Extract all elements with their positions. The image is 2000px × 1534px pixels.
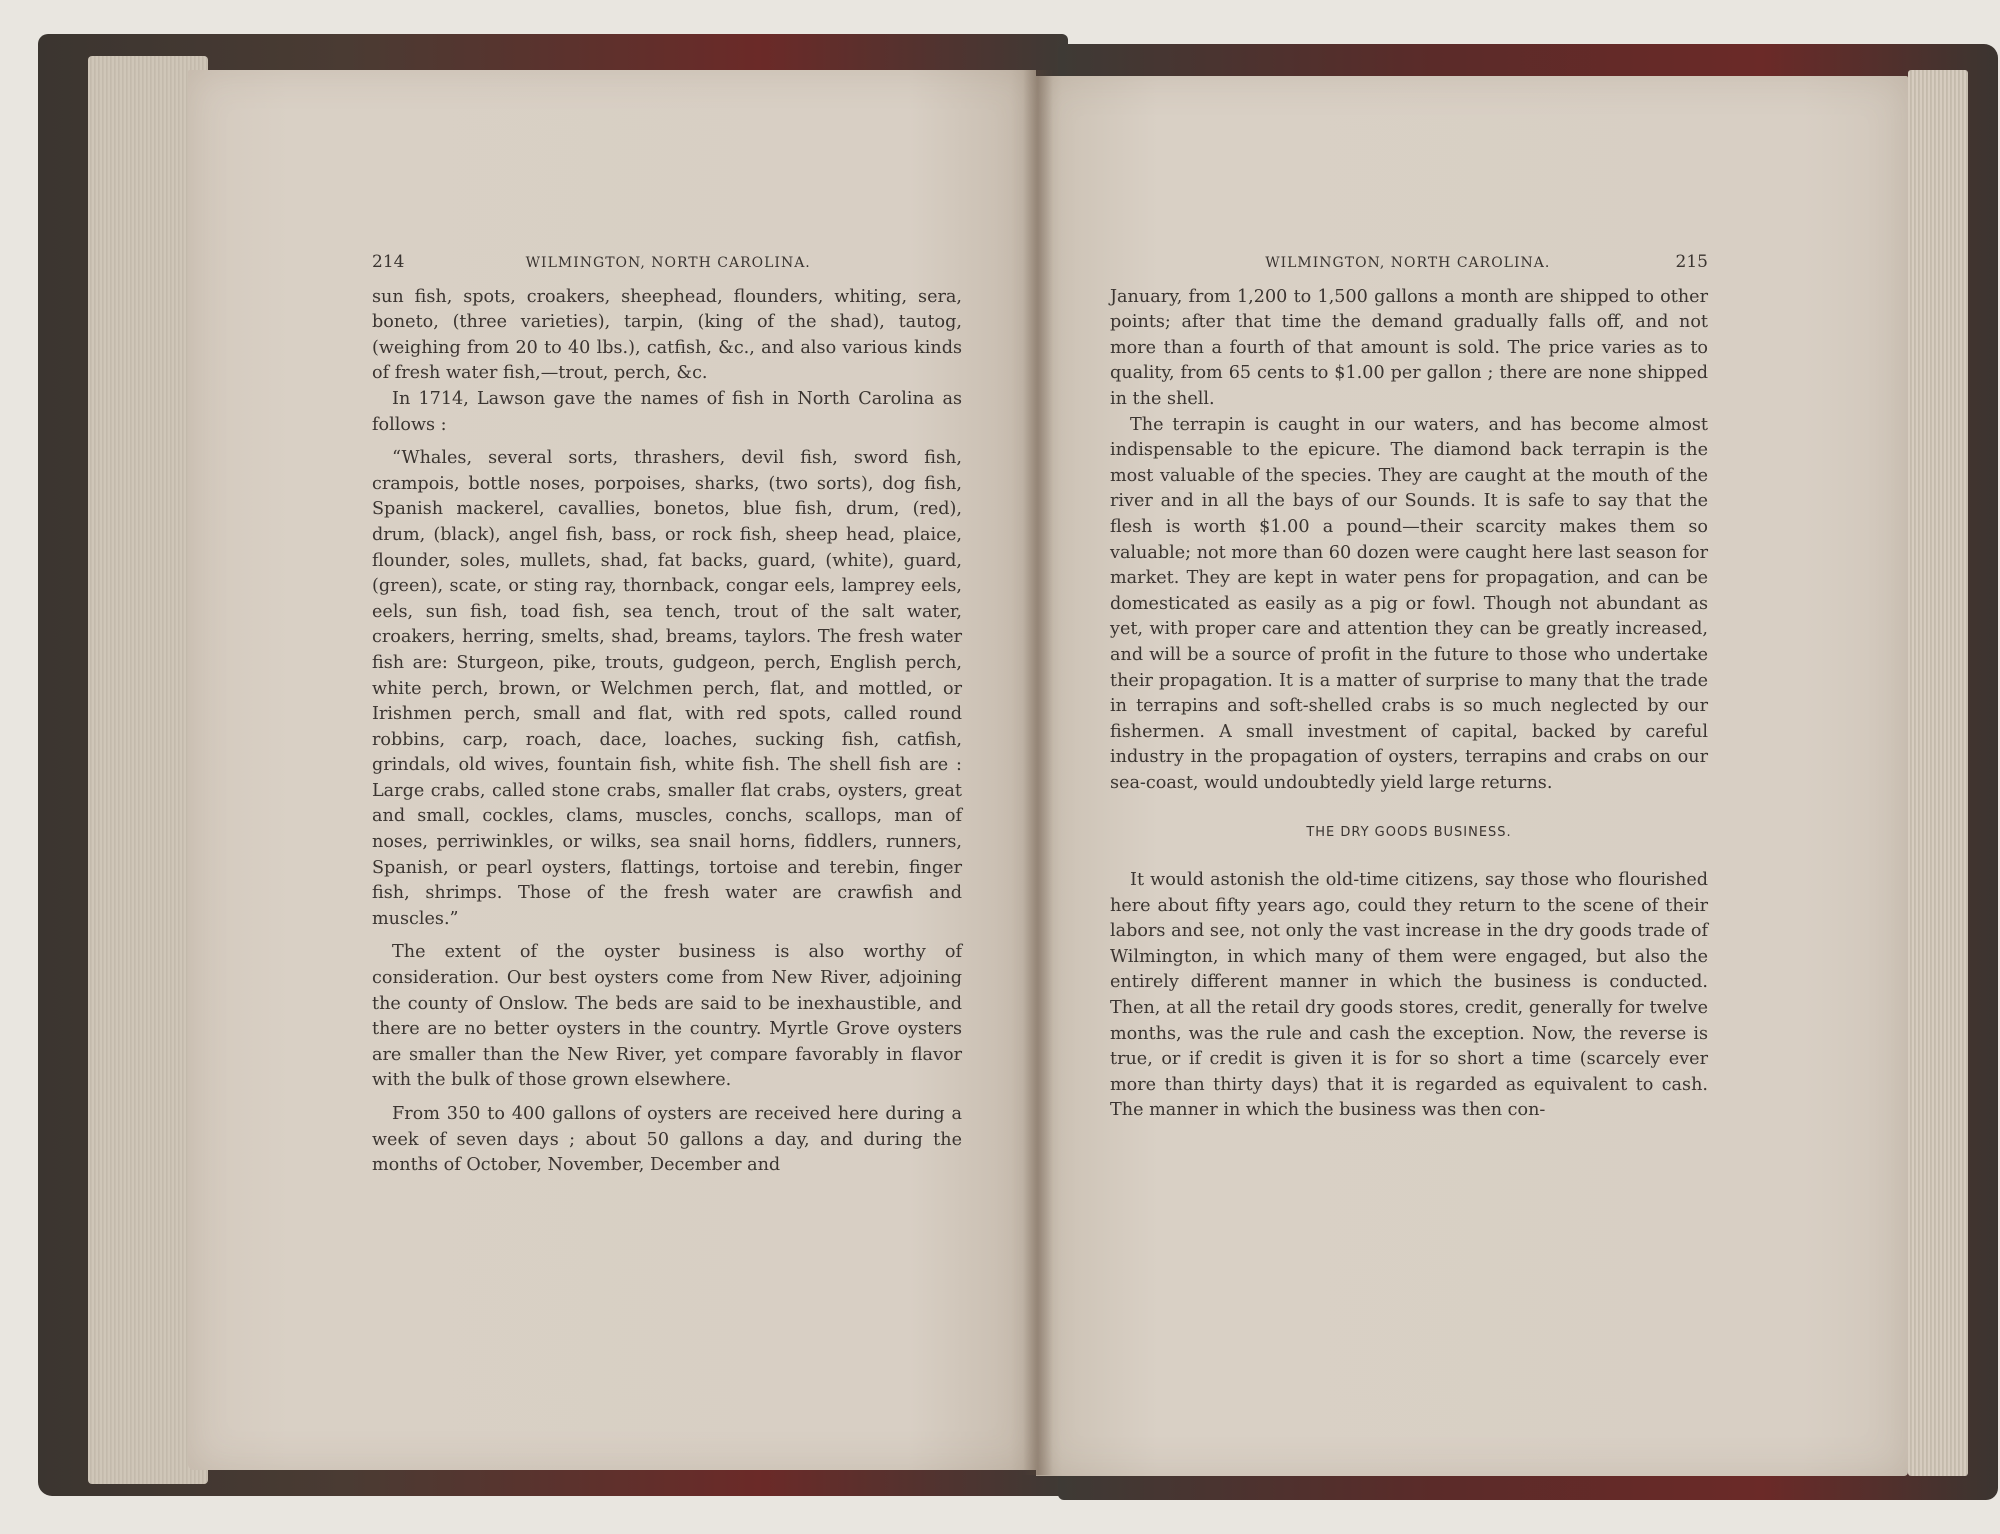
right-running-title: WILMINGTON, NORTH CAROLINA. xyxy=(1265,255,1551,271)
paragraph: In 1714, Lawson gave the names of fish in North Carolina as follows : xyxy=(372,388,962,435)
paragraph: From 350 to 400 gallons of oysters are received here during a week of seven days ; about 50 gallons a day, and during the months of October, November, December and xyxy=(372,1104,962,1176)
paragraph: It would astonish the old-time citizens, say those who flourished here about fifty years ago, could they return to the scene of their labors and see, not only the vast increase in the dry goods trade of Wilmington, in which many of them were engaged, but also the entirely different manner in which the business is conducted. Then, at all the retail dry goods stores, credit, generally for twelve months, was the rule and cash the exception. Now, the reverse is true, or if credit is given it is for so short a time (scarcely ever more than thirty days) that it is regarded as equivalent to cash. The manner in which the business was then con- xyxy=(1110,870,1708,1121)
section-heading: THE DRY GOODS BUSINESS. xyxy=(1306,825,1512,841)
paragraph: January, from 1,200 to 1,500 gallons a month are shipped to other points; after that time the demand gradually falls off, and not more than a fourth of that amount is sold. The price varies as to quality, from 65 cents to $1.00 per gallon ; there are none shipped in the shell. xyxy=(1110,286,1708,409)
left-page-text xyxy=(372,250,962,1179)
right-page-text xyxy=(1110,250,1708,1124)
paragraph: The terrapin is caught in our waters, and has become almost indispensable to the epicure. The diamond back terrapin is the most valuable of the species. They are caught at the mouth of the river and in all the bays of our Sounds. It is safe to say that the flesh is worth $1.00 a pound—their scarcity makes them so valuable; not more than 60 dozen were caught here last season for market. They are kept in water pens for propagation, and can be domesticated as easily as a pig or fowl. Though not abundant as yet, with proper care and attention they can be greatly increased, and will be a source of profit in the future to those who undertake their propagation. It is a matter of surprise to many that the trade in terrapins and soft-shelled crabs is so much neglected by our fishermen. A small investment of capital, backed by careful industry in the propagation of oysters, terrapins and crabs on our sea-coast, would undoubtedly yield large returns. xyxy=(1110,414,1708,793)
quotation-paragraph: “Whales, several sorts, thrashers, devil fish, sword fish, crampois, bottle noses, porpoises, sharks, (two sorts), dog fish, Spanish mackerel, cavallies, bonetos, blue fish, drum, (red), drum, (black), angel fish, bass, or rock fish, sheep head, plaice, flounder, soles, mullets, shad, fat backs, guard, (white), guard, (green), scate, or sting ray, thornback, congar eels, lamprey eels, eels, sun fish, toad fish, sea tench, trout of the salt water, croakers, herring, smelts, shad, breams, taylors. The fresh water fish are: Sturgeon, pike, trouts, gudgeon, perch, English perch, white perch, brown, or Welchmen perch, flat, and mottled, or Irishmen perch, small and flat, with red spots, called round robbins, carp, roach, dace, loaches, sucking fish, catfish, grindals, old wives, fountain fish, white fish. The shell fish are : Large crabs, called stone crabs, smaller flat crabs, oysters, great and small, cockles, clams, muscles, conchs, scallops, man of noses, perriwinkles, or wilks, sea snail horns, fiddlers, runners, Spanish, or pearl oysters, flattings, tortoise and terebin, finger fish, shrimps. Those of the fresh water are crawfish and muscles.” xyxy=(372,448,962,929)
paragraph: The extent of the oyster business is also worthy of consideration. Our best oysters come from New River, adjoining the county of Onslow. The beds are said to be inexhaustible, and there are no better oysters in the country. Myrtle Grove oysters are smaller than the New River, yet compare favorably in flavor with the bulk of those grown elsewhere. xyxy=(372,942,962,1091)
right-running-head xyxy=(1110,250,1708,277)
book-gutter xyxy=(1023,70,1053,1475)
left-running-head xyxy=(372,250,962,277)
left-running-title: WILMINGTON, NORTH CAROLINA. xyxy=(525,255,811,271)
page-edges-right xyxy=(1908,70,1968,1476)
left-page-number: 214 xyxy=(372,252,405,272)
right-page-number: 215 xyxy=(1675,252,1708,272)
paragraph: sun fish, spots, croakers, sheephead, flounders, whiting, sera, boneto, (three varieties), tarpin, (king of the shad), tautog, (weighing from 20 to 40 lbs.), catfish, &c., and also various kinds of fresh water fish,—trout, perch, &c. xyxy=(372,286,962,384)
